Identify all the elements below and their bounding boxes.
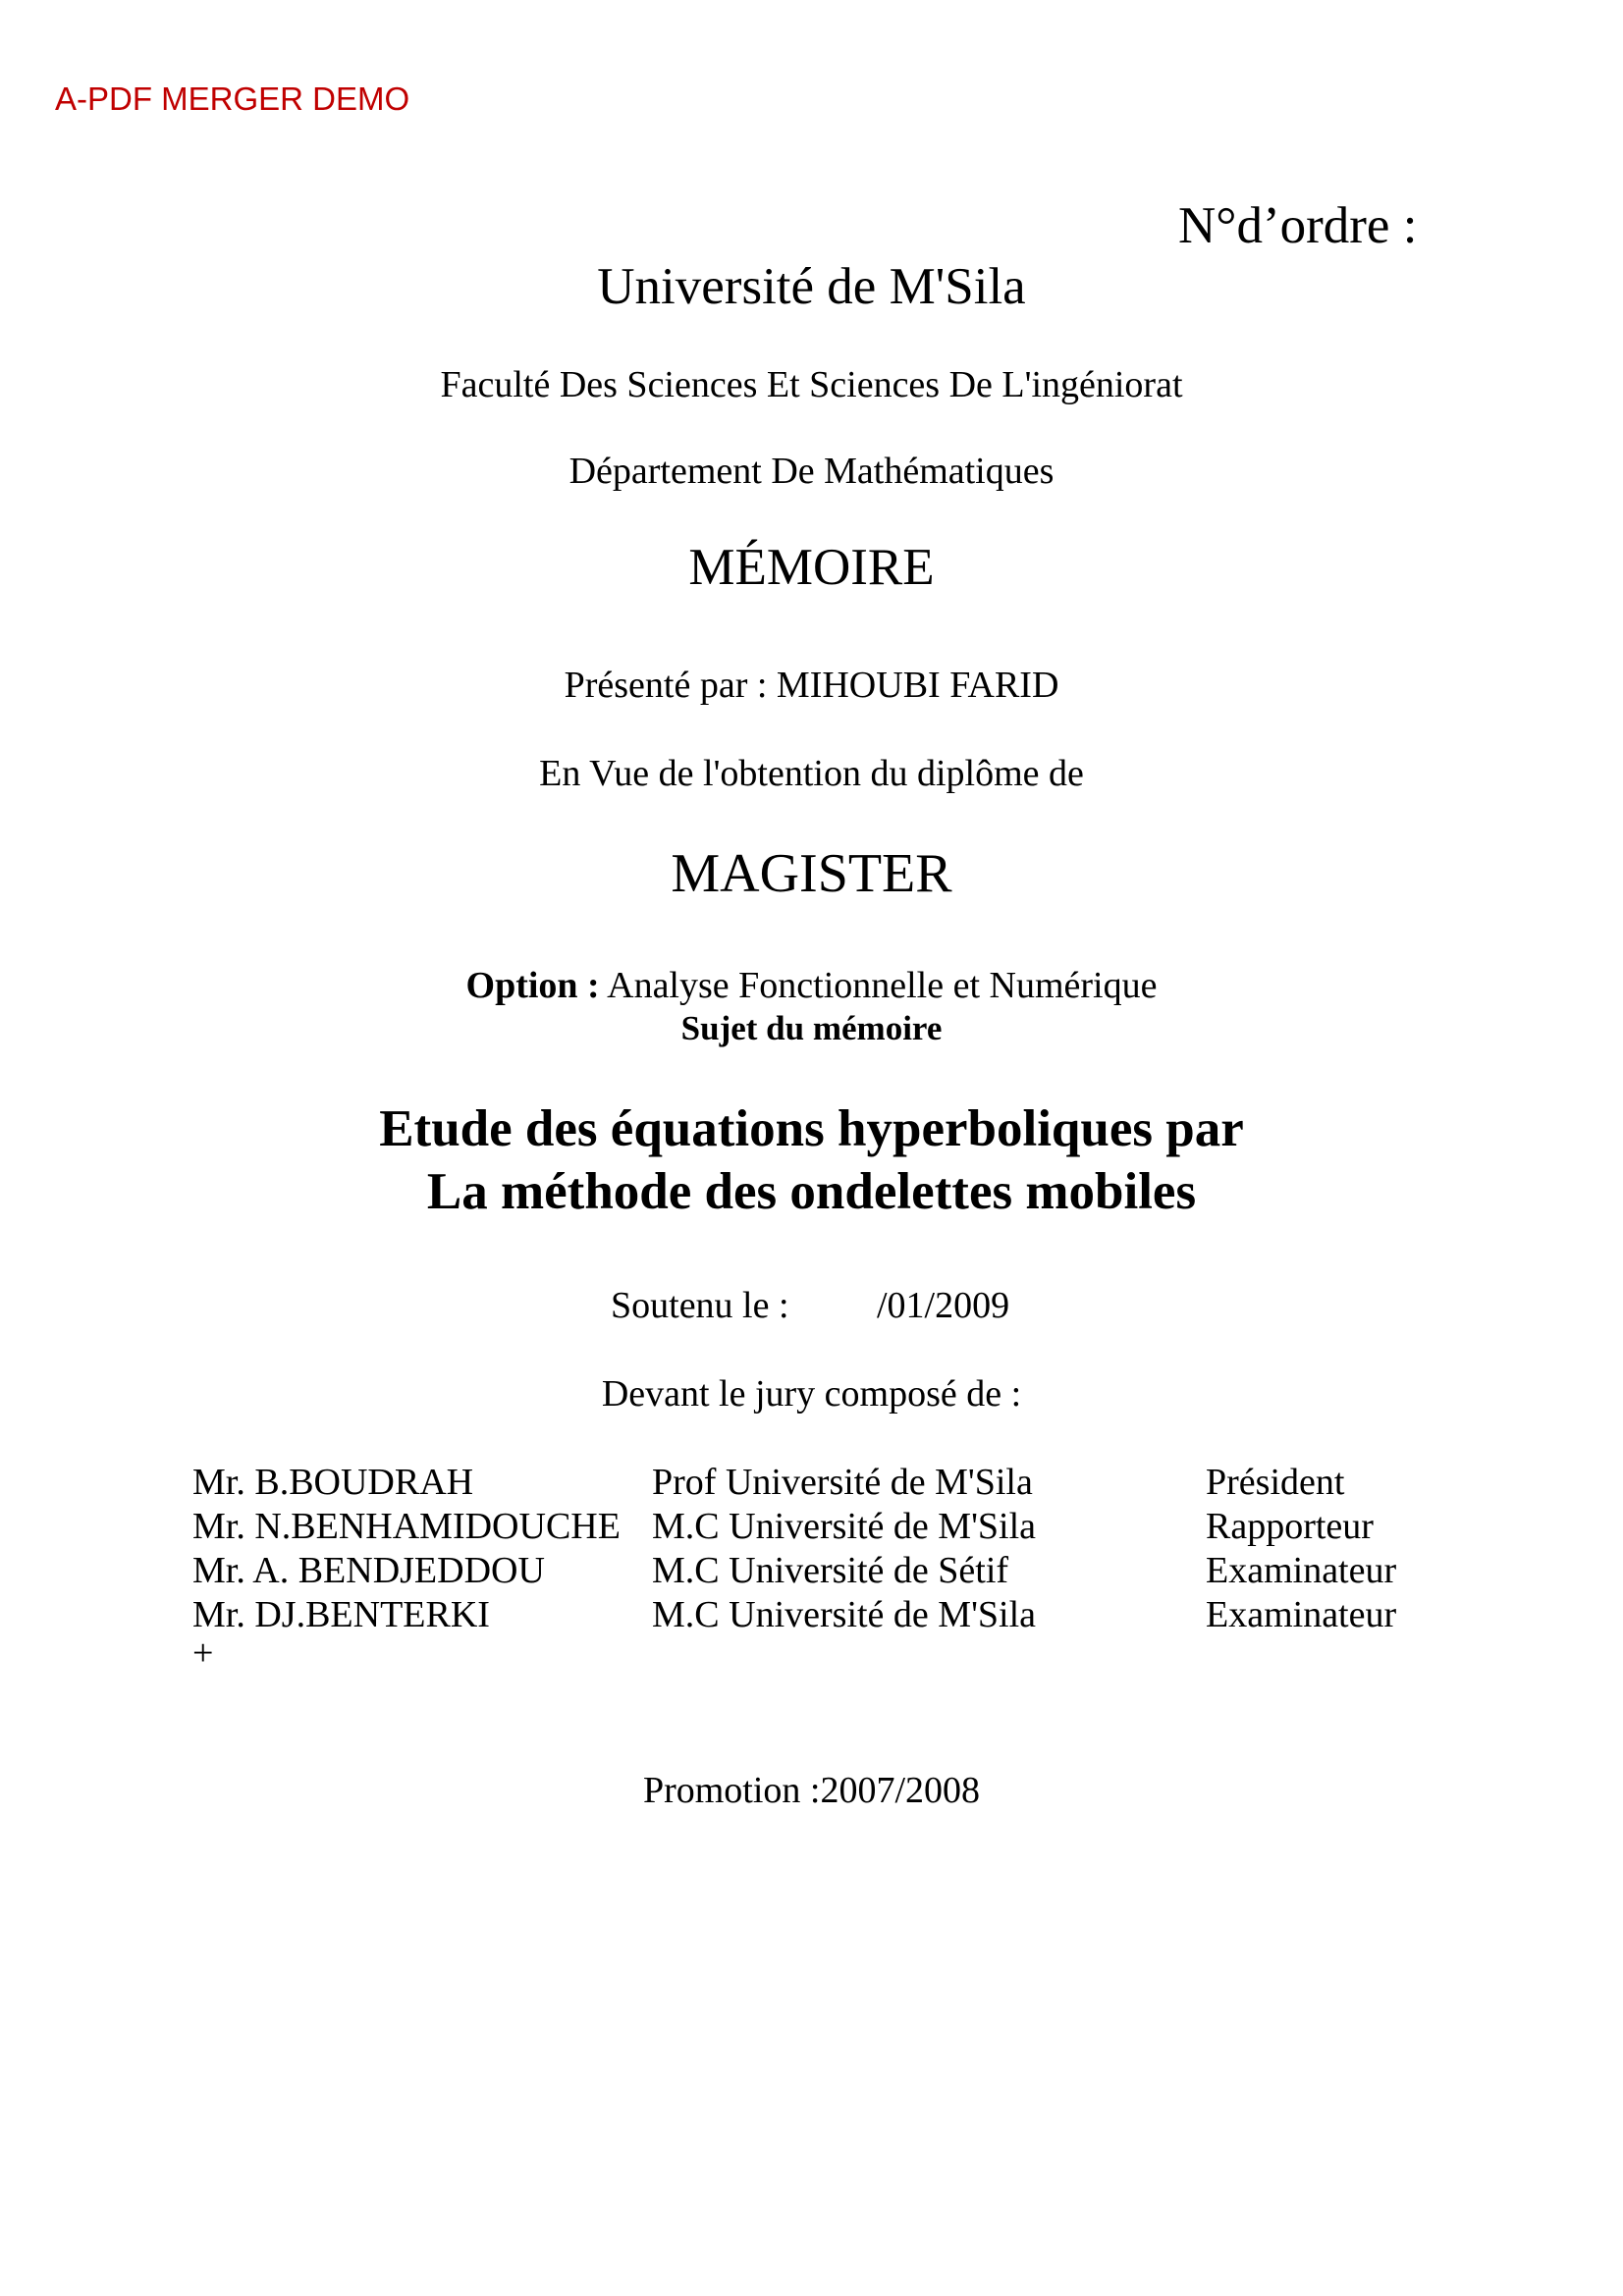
jury-heading: Devant le jury composé de : <box>601 1373 1022 1415</box>
jury-member-affiliation: Prof Université de M'Sila <box>652 1462 1033 1503</box>
department-name: Département De Mathématiques <box>568 451 1055 492</box>
document-type: MÉMOIRE <box>688 539 935 596</box>
promotion-line: Promotion :2007/2008 <box>642 1770 981 1811</box>
thesis-title-line-2: La méthode des ondelettes mobiles <box>426 1163 1197 1220</box>
jury-member-role: Examinateur <box>1206 1550 1397 1591</box>
degree-title: MAGISTER <box>671 843 952 904</box>
watermark-text: A-PDF MERGER DEMO <box>55 80 410 117</box>
jury-member-affiliation: M.C Université de M'Sila <box>652 1594 1037 1635</box>
option-value: Analyse Fonctionnelle et Numérique <box>599 965 1158 1006</box>
defense-label: Soutenu le : <box>611 1285 789 1326</box>
jury-member-affiliation: M.C Université de Sétif <box>652 1550 1009 1591</box>
defense-date: /01/2009 <box>877 1285 1010 1326</box>
presented-by: Présenté par : MIHOUBI FARID <box>564 665 1059 706</box>
jury-member-role: Examinateur <box>1206 1594 1397 1635</box>
plus-mark: + <box>192 1632 214 1674</box>
option-label: Option : <box>465 965 600 1006</box>
jury-member-role: Rapporteur <box>1206 1506 1374 1547</box>
jury-member-affiliation: M.C Université de M'Sila <box>652 1506 1037 1547</box>
jury-member-role: Président <box>1206 1462 1345 1503</box>
faculty-name: Faculté Des Sciences Et Sciences De L'ingéniorat <box>440 364 1183 405</box>
university-name: Université de M'Sila <box>597 258 1026 315</box>
jury-member-name: Mr. B.BOUDRAH <box>192 1462 474 1503</box>
obtention-line: En Vue de l'obtention du diplôme de <box>539 753 1084 794</box>
jury-member-name: Mr. A. BENDJEDDOU <box>192 1550 545 1591</box>
jury-member-name: Mr. DJ.BENTERKI <box>192 1594 490 1635</box>
jury-member-name: Mr. N.BENHAMIDOUCHE <box>192 1506 621 1547</box>
option-line <box>0 964 1623 1007</box>
subject-label: Sujet du mémoire <box>680 1009 943 1047</box>
thesis-title-line-1: Etude des équations hyperboliques par <box>379 1100 1244 1157</box>
order-number: N°d’ordre : <box>1178 197 1418 254</box>
